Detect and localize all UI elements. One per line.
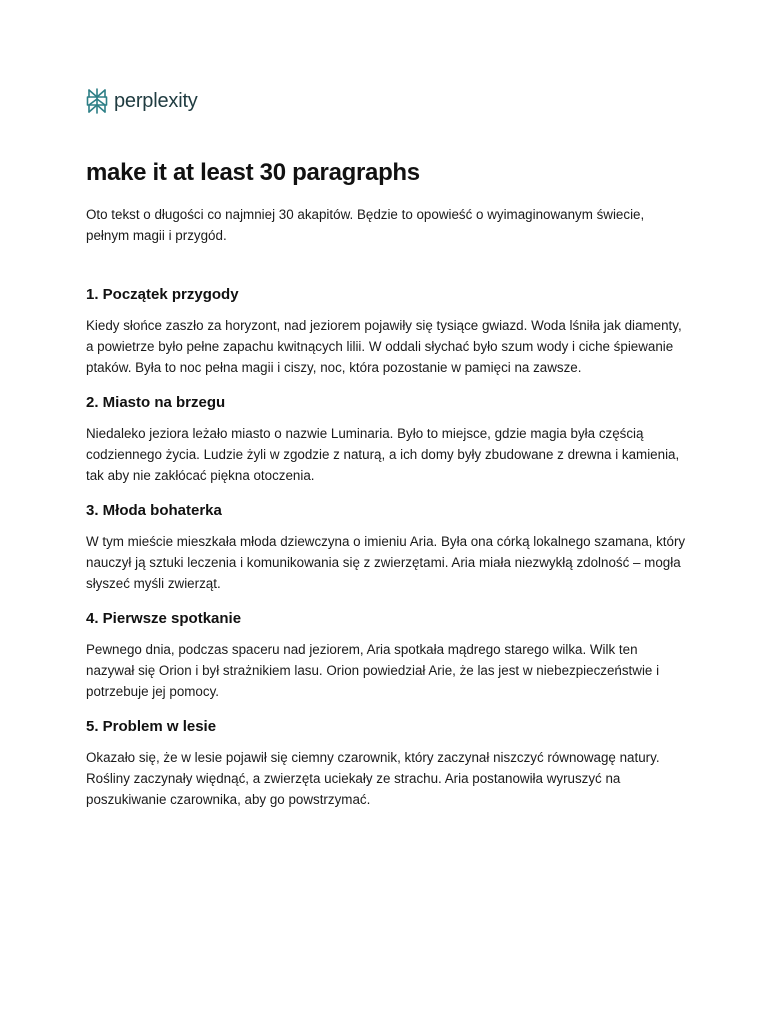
section-heading: 5. Problem w lesie: [86, 718, 217, 735]
brand-name: perplexity: [114, 90, 198, 112]
section-heading: 1. Początek przygody: [86, 286, 239, 303]
section-paragraph: W tym mieście mieszkała młoda dziewczyna o imieniu Aria. Była ona córką lokalnego szamana, który nauczył ją sztuki leczenia i komunikowania się z zwierzętami. Aria miała niezwykłą zdolność – mogła słyszeć myśli zwierząt.: [86, 534, 686, 591]
perplexity-logo-icon: [86, 88, 108, 114]
section: [86, 608, 686, 702]
section: [86, 392, 686, 486]
intro-paragraph: Oto tekst o długości co najmniej 30 akapitów. Będzie to opowieść o wyimaginowanym świecie, pełnym magii i przygód.: [86, 207, 645, 243]
section-heading: 3. Młoda bohaterka: [86, 502, 222, 519]
section: [86, 284, 686, 378]
document-title: make it at least 30 paragraphs: [86, 159, 420, 186]
section: [86, 716, 686, 810]
section-paragraph: Okazało się, że w lesie pojawił się ciemny czarownik, który zaczynał niszczyć równowagę natury. Rośliny zaczynały więdnąć, a zwierzęta uciekały ze strachu. Aria postanowiła wyruszyć na poszukiwanie czarownika, aby go powstrzymać.: [86, 750, 660, 807]
section-paragraph: Pewnego dnia, podczas spaceru nad jeziorem, Aria spotkała mądrego starego wilka. Wilk ten nazywał się Orion i był strażnikiem lasu. Orion powiedział Arie, że las jest w niebezpieczeństwie i potrzebuje jej pomocy.: [86, 642, 660, 699]
brand-logo: [86, 88, 198, 114]
document-content: [86, 156, 686, 824]
section: [86, 500, 686, 594]
section-heading: 4. Pierwsze spotkanie: [86, 610, 242, 627]
section-heading: 2. Miasto na brzegu: [86, 394, 226, 411]
section-paragraph: Kiedy słońce zaszło za horyzont, nad jeziorem pojawiły się tysiące gwiazd. Woda lśniła jak diamenty, a powietrze było pełne zapachu kwitnących lilii. W oddali słychać było szum wody i ciche śpiewanie ptaków. Była to noc pełna magii i ciszy, noc, która pozostanie w pamięci na zawsze.: [86, 318, 682, 375]
section-paragraph: Niedaleko jeziora leżało miasto o nazwie Luminaria. Było to miejsce, gdzie magia była częścią codziennego życia. Ludzie żyli w zgodzie z naturą, a ich domy były zbudowane z drewna i kamienia, tak aby nie zakłócać piękna otoczenia.: [86, 426, 680, 483]
